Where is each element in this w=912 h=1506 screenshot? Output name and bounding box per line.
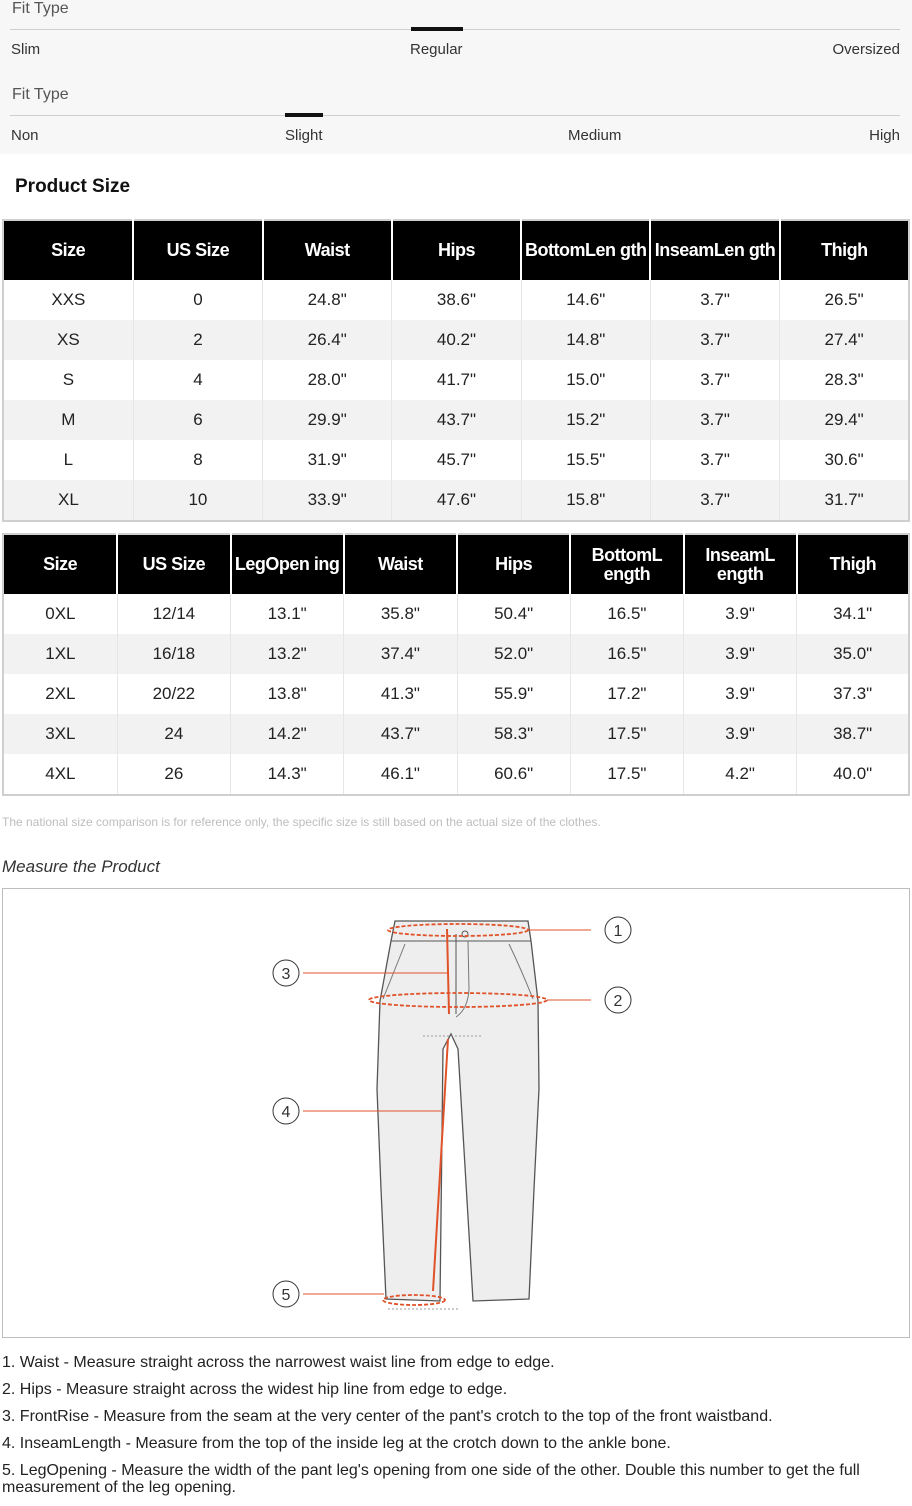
- cell-inseam-length: 3.7": [650, 360, 779, 400]
- table-row: [3, 754, 909, 795]
- header-hips: Hips: [392, 220, 521, 280]
- cell-size: 3XL: [3, 714, 117, 754]
- cell-waist: 37.4": [344, 634, 457, 674]
- size-table-plus: [2, 533, 910, 796]
- cell-hips: 45.7": [392, 440, 521, 480]
- cell-hips: 38.6": [392, 280, 521, 320]
- cell-waist: 41.3": [344, 674, 457, 714]
- cell-hips: 55.9": [457, 674, 570, 714]
- cell-bottom-length: 15.5": [521, 440, 650, 480]
- marker-5-label: 5: [281, 1287, 291, 1304]
- fit-type-title: Fit Type: [12, 0, 69, 17]
- cell-inseam-length: 3.7": [650, 280, 779, 320]
- cell-waist: 28.0": [263, 360, 392, 400]
- marker-5-icon: [273, 1281, 299, 1307]
- fit-label-non: Non: [11, 127, 39, 144]
- cell-leg-opening: 13.2": [231, 634, 344, 674]
- header-bottom-length: BottomL ength: [570, 534, 683, 594]
- cell-inseam-length: 3.9": [684, 594, 797, 634]
- header-hips: Hips: [457, 534, 570, 594]
- table-row: [3, 320, 909, 360]
- header-us-size: US Size: [117, 534, 230, 594]
- size-table-regular: [2, 219, 910, 522]
- cell-size: L: [63, 450, 74, 469]
- cell-hips: 41.7": [392, 360, 521, 400]
- table-row: [3, 674, 909, 714]
- cell-waist: 24.8": [263, 280, 392, 320]
- fit-label-high: High: [869, 127, 900, 144]
- cell-bottom-length: 17.5": [570, 754, 683, 795]
- table-row: [3, 360, 909, 400]
- size-disclaimer: The national size comparison is for reference only, the specific size is still based on the actual size of the clothes.: [2, 815, 601, 829]
- pants-illustration: [3, 889, 909, 1337]
- cell-size: 1XL: [3, 634, 117, 674]
- cell-us-size: 24: [117, 714, 230, 754]
- instruction-front-rise: 3. FrontRise - Measure from the seam at the very center of the pant's crotch to the top of the front waistband.: [2, 1408, 773, 1425]
- cell-size: XL: [3, 480, 133, 521]
- instruction-inseam: 4. InseamLength - Measure from the top of the inside leg at the crotch down to the ankle bone.: [2, 1435, 671, 1452]
- cell-bottom-length: 15.0": [521, 360, 650, 400]
- header-size: Size: [3, 220, 133, 280]
- cell-inseam-length: 3.9": [684, 634, 797, 674]
- cell-size: 0XL: [45, 604, 76, 623]
- cell-us-size: 16/18: [117, 634, 230, 674]
- cell-hips: 52.0": [457, 634, 570, 674]
- cell-thigh: 37.3": [797, 674, 909, 714]
- table-row: [3, 594, 909, 634]
- cell-leg-opening: 14.3": [231, 754, 344, 795]
- marker-1-icon: [605, 917, 631, 943]
- cell-hips: 43.7": [392, 400, 521, 440]
- instruction-hips: 2. Hips - Measure straight across the widest hip line from edge to edge.: [2, 1381, 508, 1398]
- cell-thigh: 26.5": [780, 280, 909, 320]
- cell-hips: 47.6": [392, 480, 521, 521]
- cell-thigh: 38.7": [797, 714, 909, 754]
- cell-inseam-length: 3.7": [650, 320, 779, 360]
- cell-bottom-length: 16.5": [570, 594, 683, 634]
- cell-hips: 40.2": [392, 320, 521, 360]
- cell-waist: 35.8": [344, 594, 457, 634]
- instruction-waist: 1. Waist - Measure straight across the narrowest waist line from edge to edge.: [2, 1354, 555, 1371]
- fit-label-slim: Slim: [11, 41, 41, 58]
- cell-bottom-length: 15.2": [521, 400, 650, 440]
- cell-us-size: 10: [133, 480, 262, 521]
- marker-3-icon: [273, 960, 299, 986]
- cell-bottom-length: 16.5": [570, 634, 683, 674]
- header-inseam-length: InseamL ength: [684, 534, 797, 594]
- measure-title: Measure the Product: [2, 857, 160, 876]
- table-row: [3, 280, 909, 320]
- cell-us-size: 8: [133, 440, 262, 480]
- cell-us-size: 4: [133, 360, 262, 400]
- table-row: [3, 480, 909, 521]
- cell-us-size: 6: [133, 400, 262, 440]
- cell-inseam-length: 3.7": [650, 480, 779, 521]
- fit-scale-line: [10, 115, 900, 116]
- cell-inseam-length: 3.9": [684, 674, 797, 714]
- cell-size: XXS: [51, 290, 86, 309]
- cell-size: XS: [3, 320, 133, 360]
- header-size: Size: [3, 534, 117, 594]
- measurement-instructions: [2, 1354, 908, 1506]
- cell-waist: 29.9": [263, 400, 392, 440]
- cell-waist: 26.4": [263, 320, 392, 360]
- marker-4-label: 4: [281, 1104, 291, 1121]
- fit-label-slight: Slight: [285, 127, 323, 144]
- cell-thigh: 28.3": [780, 360, 909, 400]
- cell-size: 2XL: [45, 684, 76, 703]
- cell-bottom-length: 17.2": [570, 674, 683, 714]
- fit-type-panel: [0, 0, 912, 154]
- cell-us-size: 12/14: [117, 594, 230, 634]
- cell-hips: 60.6": [457, 754, 570, 795]
- marker-1-label: 1: [613, 923, 623, 940]
- cell-us-size: 0: [133, 280, 262, 320]
- cell-size: S: [62, 370, 75, 389]
- fit-selected-marker: [285, 113, 323, 117]
- cell-us-size: 2: [133, 320, 262, 360]
- cell-leg-opening: 14.2": [231, 714, 344, 754]
- cell-hips: 58.3": [457, 714, 570, 754]
- header-bottom-length: BottomLen gth: [521, 220, 650, 280]
- cell-size: M: [3, 400, 133, 440]
- cell-thigh: 29.4": [780, 400, 909, 440]
- product-size-title: Product Size: [15, 176, 131, 197]
- header-us-size: US Size: [133, 220, 262, 280]
- cell-thigh: 27.4": [780, 320, 909, 360]
- cell-bottom-length: 17.5": [570, 714, 683, 754]
- fit-selected-marker: [411, 27, 463, 31]
- table-row: [3, 400, 909, 440]
- cell-thigh: 35.0": [797, 634, 909, 674]
- marker-4-icon: [273, 1098, 299, 1124]
- cell-us-size: 26: [117, 754, 230, 795]
- cell-bottom-length: 14.8": [521, 320, 650, 360]
- cell-bottom-length: 14.6": [521, 280, 650, 320]
- marker-2-label: 2: [613, 993, 623, 1010]
- instruction-leg-opening: 5. LegOpening - Measure the width of the pant leg's opening from one side of the other. Double this number to get the full measurement of the leg opening.: [2, 1462, 860, 1496]
- header-leg-opening: LegOpen ing: [231, 534, 344, 594]
- table-row: [3, 634, 909, 674]
- cell-bottom-length: 15.8": [521, 480, 650, 521]
- fit-label-regular: Regular: [410, 41, 463, 58]
- marker-3-label: 3: [281, 966, 291, 983]
- cell-thigh: 30.6": [780, 440, 909, 480]
- cell-inseam-length: 4.2": [684, 754, 797, 795]
- fit-type-title: Fit Type: [12, 86, 69, 103]
- cell-waist: 33.9": [263, 480, 392, 521]
- cell-size: 4XL: [45, 764, 76, 783]
- fit-label-medium: Medium: [568, 127, 622, 144]
- header-waist: Waist: [263, 220, 392, 280]
- header-thigh: Thigh: [797, 534, 909, 594]
- cell-thigh: 34.1": [797, 594, 909, 634]
- cell-waist: 46.1": [344, 754, 457, 795]
- cell-inseam-length: 3.7": [650, 440, 779, 480]
- cell-leg-opening: 13.8": [231, 674, 344, 714]
- cell-leg-opening: 13.1": [231, 594, 344, 634]
- cell-waist: 43.7": [344, 714, 457, 754]
- cell-hips: 50.4": [457, 594, 570, 634]
- cell-waist: 31.9": [263, 440, 392, 480]
- marker-2-icon: [605, 987, 631, 1013]
- header-thigh: Thigh: [780, 220, 909, 280]
- cell-inseam-length: 3.9": [684, 714, 797, 754]
- measurement-diagram: [2, 888, 910, 1338]
- header-inseam-length: InseamLen gth: [650, 220, 779, 280]
- table-row: [3, 714, 909, 754]
- table-row: [3, 440, 909, 480]
- cell-thigh: 40.0": [797, 754, 909, 795]
- fit-label-oversized: Oversized: [832, 41, 900, 58]
- cell-thigh: 31.7": [780, 480, 909, 521]
- cell-inseam-length: 3.7": [650, 400, 779, 440]
- cell-us-size: 20/22: [117, 674, 230, 714]
- header-waist: Waist: [344, 534, 457, 594]
